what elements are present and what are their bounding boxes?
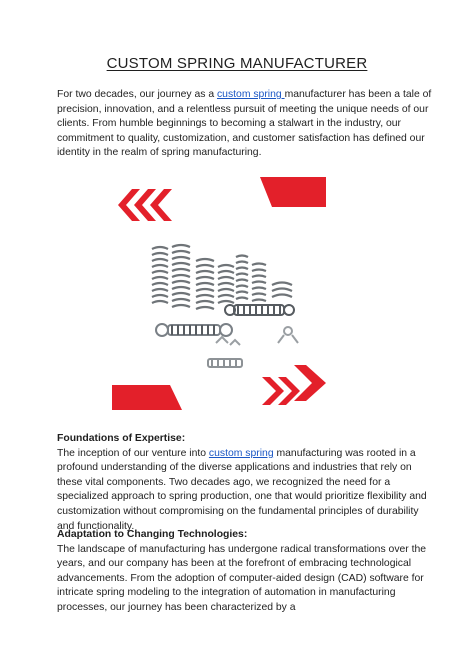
red-banner-bottom [112,385,182,410]
intro-text-before: For two decades, our journey as a [57,89,217,100]
section-text: The landscape of manufacturing has undergone radical transformations over the years, and our company has been at the forefront of embracing technological advancements. From the adoption of computer-aided design (CAD) software for intricate spring modeling to the integration of automation in manufacturing processes, our journey has been characterized by a [57,543,427,613]
section-heading-2: Adaptation to Changing Technologies: [57,529,248,540]
intro-paragraph [57,88,437,161]
chevron-right-icon [262,365,326,405]
section-text-after: manufacturing was rooted in a profound understanding of the diverse applications and industries that rely on these vital components. Two decades ago, we recognized the need for a specialized approach to spring production, one that would prioritize flexibility and customization without compromising on the fundamental principles of durability and functionality. [57,447,427,532]
page-title: CUSTOM SPRING MANUFACTURER [106,55,368,72]
section-heading: Foundations of Expertise: [57,433,186,444]
chevron-left-icon [118,189,172,221]
intro-text-after: manufacturer has been a tale of precision, innovation, and a relentless pursuit of meeting the unique needs of our clients. From humble beginnings to becoming a stalwart in the industry, our commitment to quality, customization, and customer satisfaction has defined our identity in the realm of spring manufacturing. [57,89,432,159]
custom-spring-link-2[interactable]: custom spring [208,447,274,459]
red-banner-top [260,177,326,207]
section-adaptation [57,528,437,616]
extension-springs [156,305,298,367]
section-text-before: The inception of our venture into [57,447,209,459]
spring-coils [152,245,292,309]
custom-spring-link[interactable]: custom spring [216,89,285,100]
springs-product-image [112,177,326,410]
section-foundations [57,432,437,534]
